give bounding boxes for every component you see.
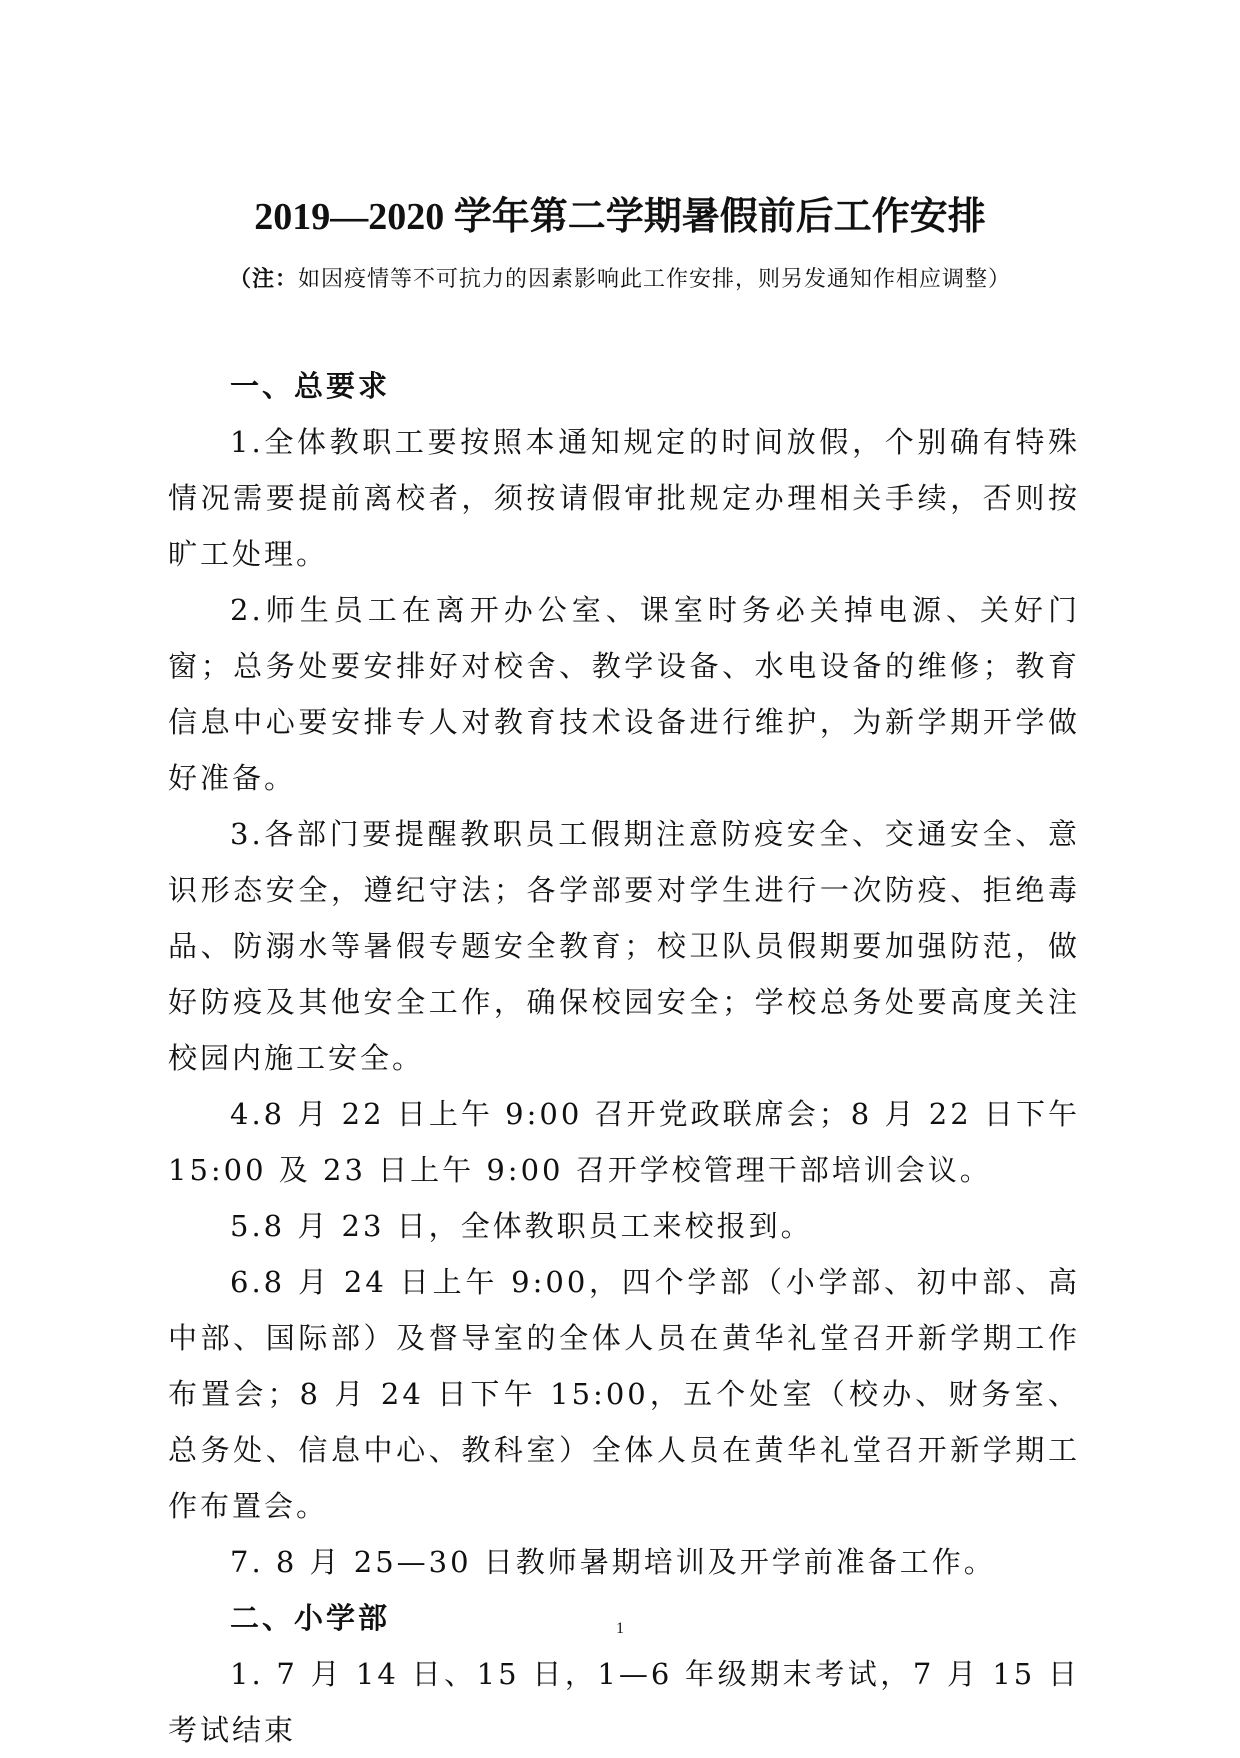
paragraph: 3.各部门要提醒教职员工假期注意防疫安全、交通安全、意识形态安全，遵纪守法；各学部要对学生进行一次防疫、拒绝毒品、防溺水等暑假专题安全教育；校卫队员假期要加强防范，做好防疫及其他安全工作，确保校园安全；学校总务处要高度关注校园内施工安全。: [168, 817, 1080, 1075]
paragraph: 4.8 月 22 日上午 9:00 召开党政联席会；8 月 22 日下午 15:00 及 23 日上午 9:00 召开学校管理干部培训会议。: [168, 1097, 1080, 1187]
page-number: 1: [616, 1620, 624, 1637]
paragraph: 6.8 月 24 日上午 9:00，四个学部（小学部、初中部、高中部、国际部）及督导室的全体人员在黄华礼堂召开新学期工作布置会；8 月 24 日下午 15:00，五个处室（校办、财务室、总务处、信息中心、教科室）全体人员在黄华礼堂召开新学期工作布置会。: [168, 1265, 1080, 1523]
document-note: [0, 262, 1240, 293]
section-heading: 二、小学部: [230, 1601, 391, 1635]
paragraph: 1.全体教职工要按照本通知规定的时间放假，个别确有特殊情况需要提前离校者，须按请假审批规定办理相关手续，否则按旷工处理。: [168, 425, 1080, 571]
document-body: [168, 358, 1080, 1758]
paragraph: 2.师生员工在离开办公室、课室时务必关掉电源、关好门窗；总务处要安排好对校舍、教学设备、水电设备的维修；教育信息中心要安排专人对教育技术设备进行维护，为新学期开学做好准备。: [168, 593, 1080, 795]
note-text: 如因疫情等不可抗力的因素影响此工作安排，则另发通知作相应调整）: [298, 267, 1012, 292]
section-heading: 一、总要求: [230, 369, 391, 403]
paragraph: 1. 7 月 14 日、15 日，1—6 年级期末考试，7 月 15 日考试结束: [168, 1657, 1080, 1747]
paragraph: 5.8 月 23 日，全体教职员工来校报到。: [230, 1209, 813, 1243]
document-title: 2019—2020 学年第二学期暑假前后工作安排: [254, 196, 986, 238]
note-prefix: （注：: [228, 266, 298, 292]
paragraph: 7. 8 月 25—30 日教师暑期培训及开学前准备工作。: [230, 1545, 996, 1579]
